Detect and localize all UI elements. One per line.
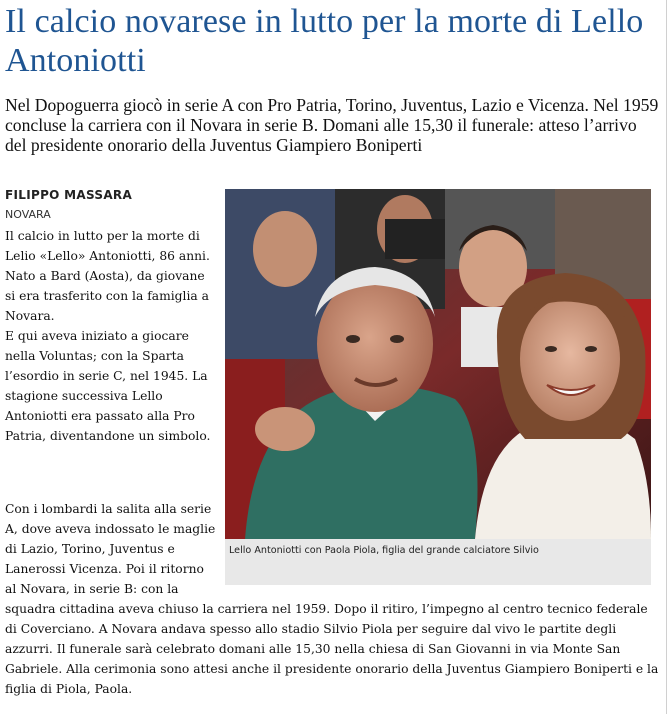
photo-caption: Lello Antoniotti con Paola Piola, figlia del grande calciatore Silvio: [229, 545, 539, 556]
paragraph-3-start: Con i lombardi la salita alla serie A, dove aveva indossato le maglie di Lazio, Torino, Juventus e Lanerossi Vicenza. Poi il ritorno al Novara, in serie B: con la: [5, 502, 216, 596]
column-text-bottom: [5, 499, 218, 599]
dateline-location: NOVARA: [5, 208, 51, 221]
column-text-top: [5, 226, 218, 446]
paragraph-3-continued: squadra cittadina aveva chiuso la carriera nel 1959. Dopo il ritiro, l’impegno al centro tecnico federale di Coverciano. A Novara andava spesso allo stadio Silvio Piola per seguire dal vivo le partite degli azzurri. Il funerale sarà celebrato domani alle 15,30 nella chiesa di San Giovanni in via Monte San Gabriele. Alla cerimonia sono attesi anche il presidente onorario della Juventus Giampiero Boniperti e la figlia di Piola, Paola.: [5, 602, 659, 696]
article-photo: [225, 189, 651, 539]
paragraph-2: E qui aveva iniziato a giocare nella Voluntas; con la Sparta l’esordio in serie C, nel 1945. La stagione successiva Lello Antoniotti era passato alla Pro Patria, diventandone un simbolo.: [5, 329, 211, 443]
author-byline: FILIPPO MASSARA: [5, 188, 133, 202]
article-title: Il calcio novarese in lutto per la morte di Lello Antoniotti: [5, 3, 644, 79]
photo-figure: [225, 189, 651, 585]
article-subtitle: Nel Dopoguerra giocò in serie A con Pro Patria, Torino, Juventus, Lazio e Vicenza. Nel 1959 concluse la carriera con il Novara in serie B. Domani alle 15,30 il funerale: atteso l’arrivo del presidente onorario della Juventus Giampiero Boniperti: [5, 95, 659, 155]
photo-illustration: [225, 189, 651, 539]
paragraph-1: Il calcio in lutto per la morte di Lelio «Lello» Antoniotti, 86 anni. Nato a Bard (Aosta), da giovane si era trasferito con la famiglia a Novara.: [5, 229, 210, 323]
